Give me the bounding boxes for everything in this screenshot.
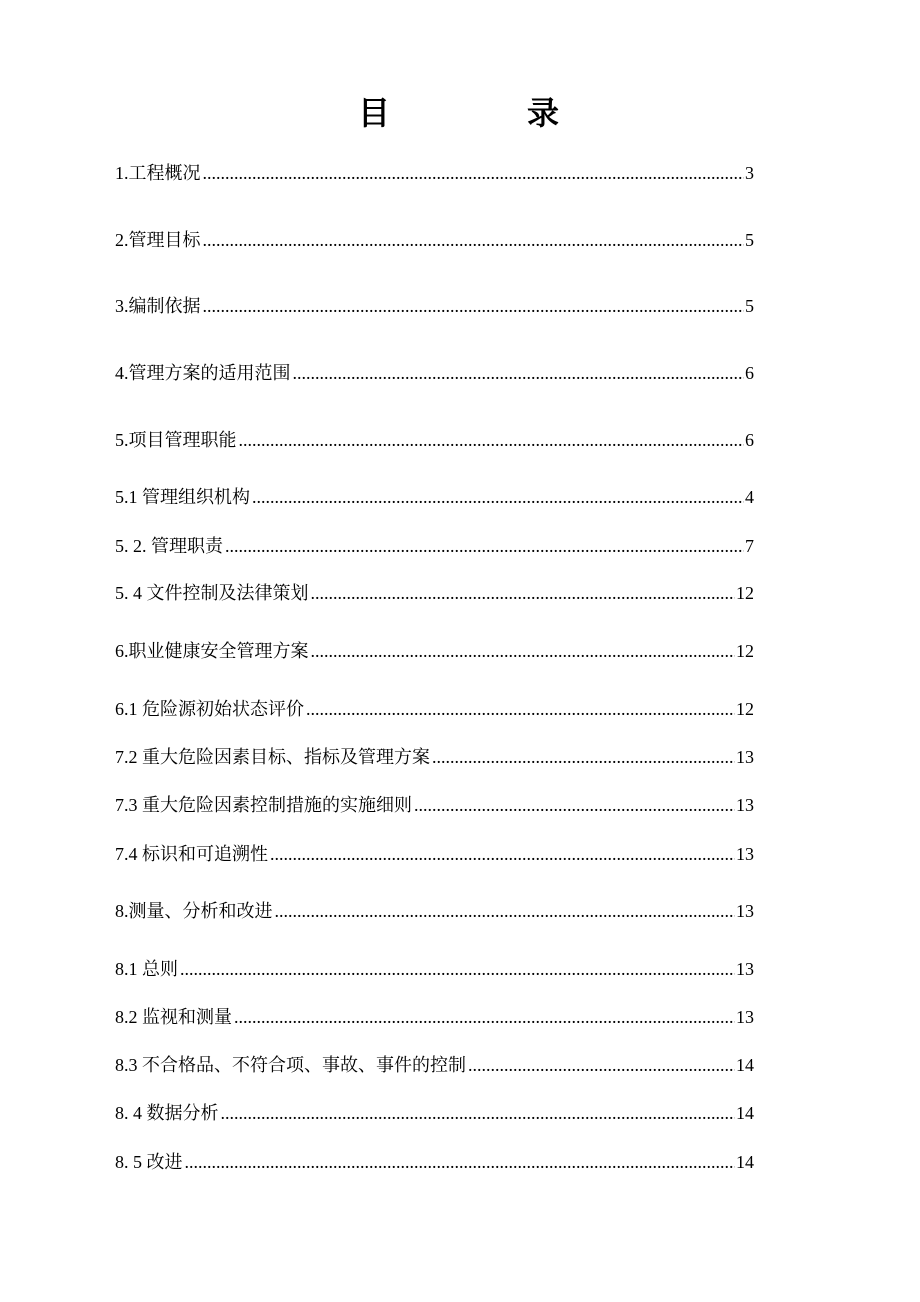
toc-entry[interactable]: [115, 740, 754, 768]
toc-entry-label: 8.1 总则: [115, 959, 178, 979]
toc-entry-label: 8.测量、分析和改进: [115, 901, 273, 921]
toc-leader-dots: [432, 746, 735, 768]
toc-leader-dots: [203, 162, 745, 184]
title-char-1: 目: [358, 94, 391, 132]
toc-entry-label: 8. 4 数据分析: [115, 1103, 219, 1123]
toc-entry[interactable]: [115, 1048, 754, 1076]
toc-entry-page: 12: [736, 583, 754, 603]
toc-entry[interactable]: [115, 289, 754, 317]
toc-leader-dots: [311, 582, 736, 604]
toc-entry-label: 7.4 标识和可追溯性: [115, 844, 268, 864]
toc-leader-dots: [180, 958, 735, 980]
toc-entry-label: 4.管理方案的适用范围: [115, 363, 291, 383]
toc-entry-page: 6: [745, 430, 754, 450]
toc-entry[interactable]: [115, 529, 754, 557]
toc-entry[interactable]: [115, 634, 754, 662]
toc-entry[interactable]: [115, 480, 754, 508]
toc-leader-dots: [468, 1054, 735, 1076]
toc-entry[interactable]: [115, 1145, 754, 1173]
toc-entry[interactable]: [115, 952, 754, 980]
toc-leader-dots: [203, 229, 745, 251]
toc-entry-page: 13: [736, 795, 754, 815]
toc-entry-page: 6: [745, 363, 754, 383]
toc-entry-label: 3.编制依据: [115, 296, 201, 316]
table-of-contents: [115, 0, 754, 1302]
toc-entry-page: 5: [745, 296, 754, 316]
toc-leader-dots: [275, 900, 736, 922]
toc-entry[interactable]: [115, 156, 754, 184]
toc-entry-label: 8.3 不合格品、不符合项、事故、事件的控制: [115, 1055, 466, 1075]
toc-leader-dots: [225, 535, 744, 557]
toc-entry-page: 13: [736, 747, 754, 767]
toc-entry-page: 7: [745, 536, 754, 556]
toc-entry[interactable]: [115, 423, 754, 451]
toc-entry-page: 13: [736, 844, 754, 864]
toc-entry-label: 7.3 重大危险因素控制措施的实施细则: [115, 795, 412, 815]
toc-leader-dots: [293, 362, 745, 384]
toc-entry[interactable]: [115, 223, 754, 251]
toc-entry-label: 7.2 重大危险因素目标、指标及管理方案: [115, 747, 430, 767]
toc-entry-page: 3: [745, 163, 754, 183]
toc-entry-page: 13: [736, 1007, 754, 1027]
toc-entry[interactable]: [115, 788, 754, 816]
toc-entry-label: 8.2 监视和测量: [115, 1007, 232, 1027]
toc-entry[interactable]: [115, 1096, 754, 1124]
toc-entry-page: 14: [736, 1103, 754, 1123]
toc-leader-dots: [306, 698, 735, 720]
toc-entry[interactable]: [115, 894, 754, 922]
toc-entry-page: 13: [736, 901, 754, 921]
toc-entry-label: 1.工程概况: [115, 163, 201, 183]
toc-entry[interactable]: [115, 1000, 754, 1028]
toc-leader-dots: [311, 640, 736, 662]
toc-entry-label: 5.1 管理组织机构: [115, 487, 250, 507]
toc-entry[interactable]: [115, 576, 754, 604]
toc-entry-label: 5.项目管理职能: [115, 430, 237, 450]
title-char-2: 录: [527, 94, 560, 132]
toc-leader-dots: [234, 1006, 735, 1028]
toc-entry-page: 14: [736, 1152, 754, 1172]
toc-entry-label: 6.职业健康安全管理方案: [115, 641, 309, 661]
toc-entry-page: 4: [745, 487, 754, 507]
toc-leader-dots: [239, 429, 745, 451]
toc-entry[interactable]: [115, 837, 754, 865]
toc-entry-page: 14: [736, 1055, 754, 1075]
toc-leader-dots: [270, 843, 735, 865]
toc-leader-dots: [414, 794, 735, 816]
toc-entry-page: 13: [736, 959, 754, 979]
toc-entry-page: 5: [745, 230, 754, 250]
toc-leader-dots: [203, 295, 745, 317]
toc-leader-dots: [252, 486, 744, 508]
toc-entry-page: 12: [736, 641, 754, 661]
toc-entry-label: 6.1 危险源初始状态评价: [115, 699, 304, 719]
toc-entry-label: 8. 5 改进: [115, 1152, 183, 1172]
toc-entry[interactable]: [115, 692, 754, 720]
toc-entry-label: 5. 2. 管理职责: [115, 536, 223, 556]
toc-entry-label: 5. 4 文件控制及法律策划: [115, 583, 309, 603]
toc-leader-dots: [221, 1102, 736, 1124]
toc-entry-page: 12: [736, 699, 754, 719]
toc-entry[interactable]: [115, 356, 754, 384]
toc-leader-dots: [185, 1151, 736, 1173]
toc-entry-label: 2.管理目标: [115, 230, 201, 250]
